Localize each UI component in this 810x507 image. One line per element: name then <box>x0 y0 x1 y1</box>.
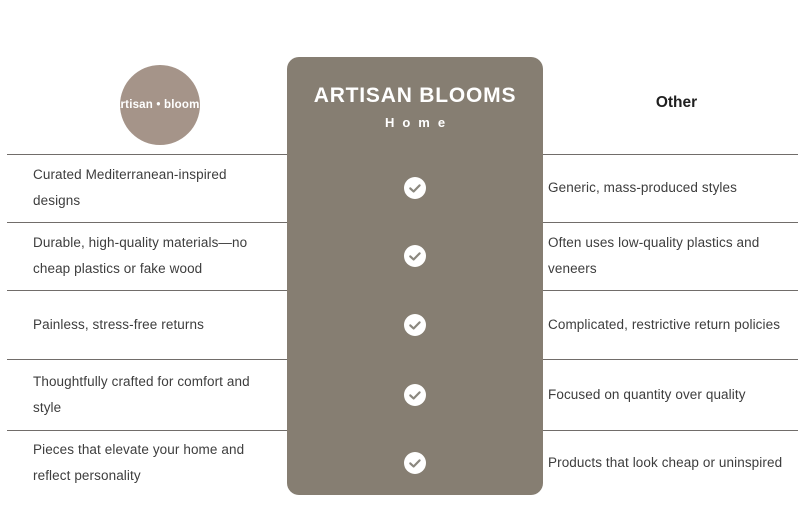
check-cell <box>287 430 543 495</box>
other-text: Complicated, restrictive return policies <box>548 316 781 332</box>
other-cell <box>543 222 810 290</box>
feature-cell <box>0 154 287 222</box>
other-cell <box>543 154 810 222</box>
feature-cell <box>0 430 287 495</box>
check-icon <box>404 384 426 406</box>
table-row <box>0 290 810 359</box>
feature-text: Painless, stress-free returns <box>33 316 204 332</box>
feature-cell <box>0 290 287 359</box>
table-row <box>0 154 810 222</box>
brand-name: ARTISAN BLOOMS <box>313 84 517 107</box>
brand-logo-text: artisan • blooms <box>113 99 207 111</box>
other-text: Products that look cheap or uninspired <box>548 454 783 470</box>
feature-text: Thoughtfully crafted for comfort and style <box>33 373 250 415</box>
other-header-cell <box>543 0 810 154</box>
table-row <box>0 430 810 495</box>
check-cell <box>287 290 543 359</box>
other-column-header: Other <box>655 94 698 111</box>
logo-header-cell <box>0 0 287 154</box>
other-cell <box>543 430 810 495</box>
feature-text: Curated Mediterranean-inspired designs <box>33 167 227 208</box>
other-text: Often uses low-quality plastics and veneers <box>548 235 760 276</box>
brand-header-cell <box>287 0 543 154</box>
check-icon <box>404 452 426 474</box>
check-icon <box>404 177 426 199</box>
feature-text: Durable, high-quality materials—no cheap plastics or fake wood <box>33 235 248 276</box>
check-icon <box>404 314 426 336</box>
check-icon <box>404 245 426 267</box>
check-cell <box>287 154 543 222</box>
feature-text: Pieces that elevate your home and reflect personality <box>33 441 245 483</box>
feature-cell <box>0 222 287 290</box>
other-text: Focused on quantity over quality <box>548 386 746 402</box>
header-row <box>0 0 810 154</box>
check-cell <box>287 222 543 290</box>
check-cell <box>287 359 543 430</box>
other-text: Generic, mass-produced styles <box>548 180 737 195</box>
other-cell <box>543 290 810 359</box>
other-cell <box>543 359 810 430</box>
table-row <box>0 222 810 290</box>
table-row <box>0 359 810 430</box>
brand-subtitle: Home <box>384 115 454 130</box>
feature-cell <box>0 359 287 430</box>
